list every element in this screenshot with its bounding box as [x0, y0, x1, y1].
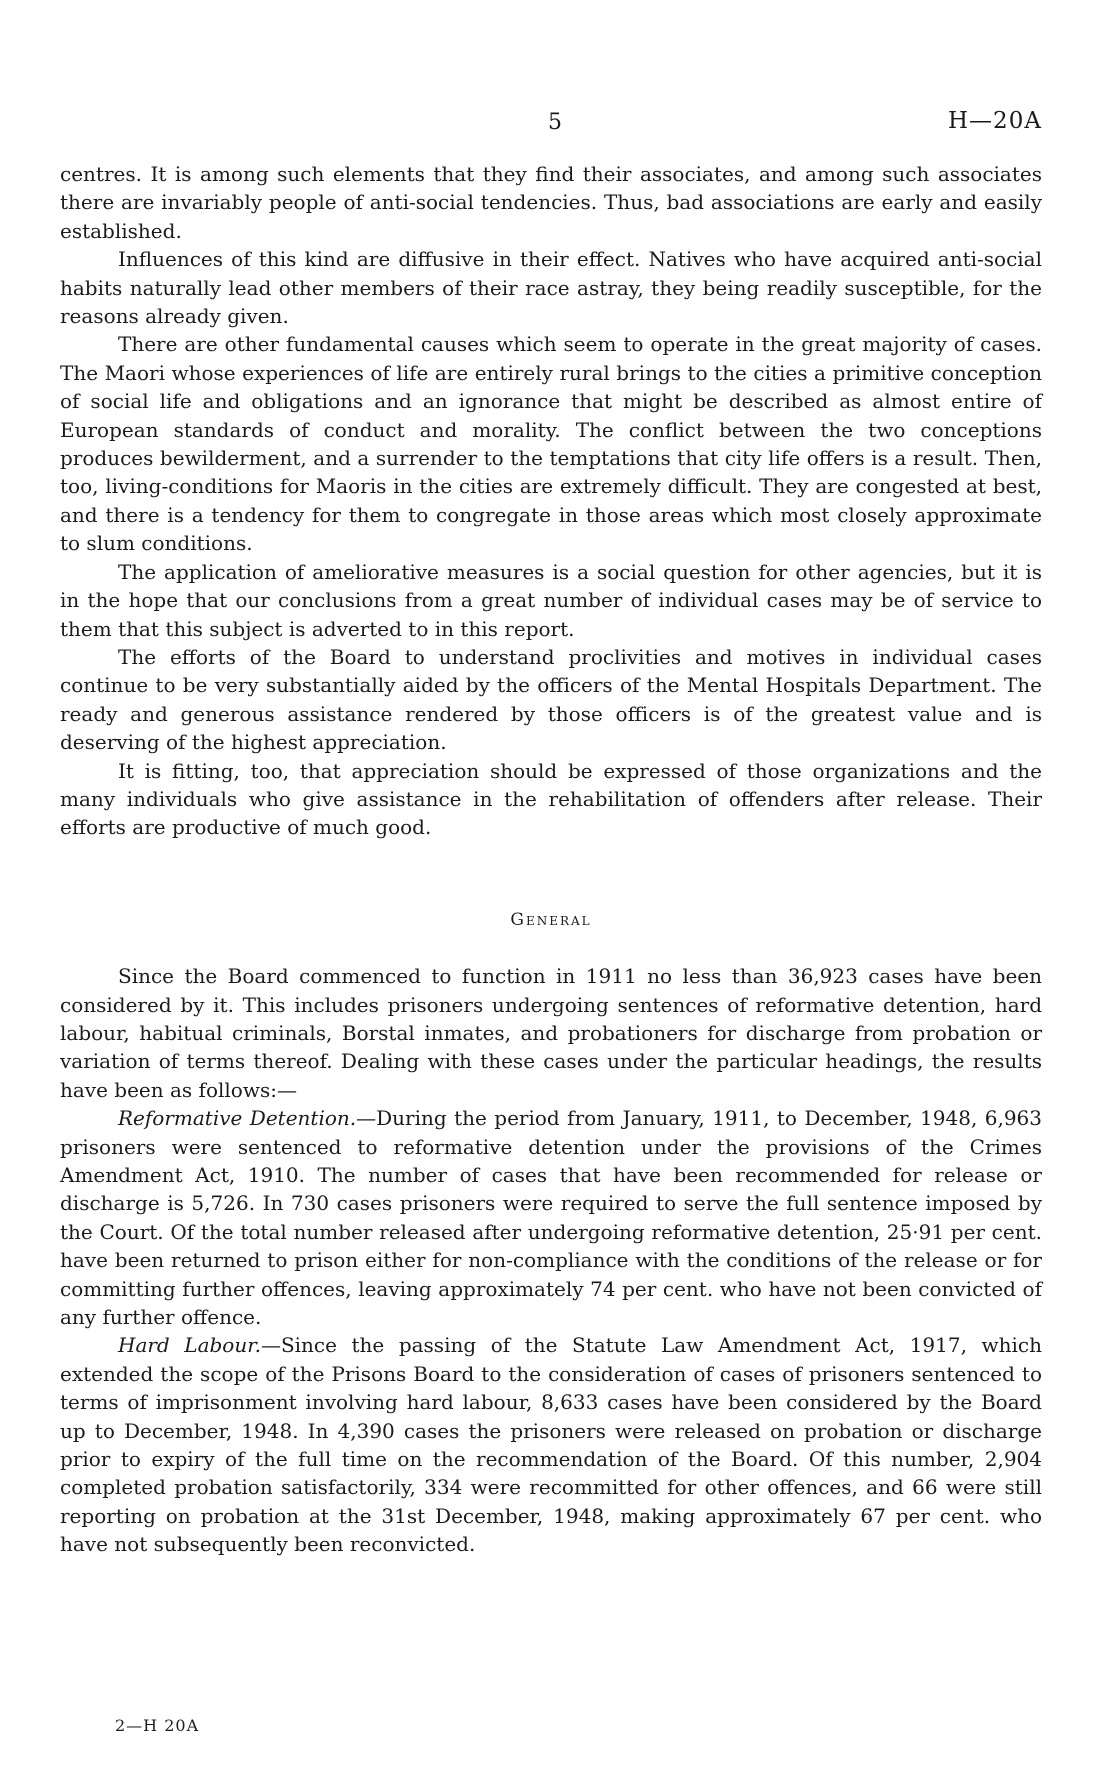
- page-number: 5: [548, 110, 563, 135]
- subheading-hard-labour: Hard Labour.: [118, 1333, 261, 1358]
- section-heading: General: [510, 909, 592, 930]
- hard-labour-text: —Since the passing of the Statute Law Amendment Act, 1917, which extended the scope of the Prisons Board to the consideration of cases of prisoners sentenced to terms of imprisonment involving hard labour, 8,633 cases have been considered by the Board up to December, 1948. In 4,390 cases the prisoners were released on probation or discharge prior to expiry of the full time on the recommendation of the Board. Of this number, 2,904 completed probation satisfactorily, 334 were recommitted for other offences, and 66 were still reporting on probation at the 31st December, 1948, making approximately 67 per cent. who have not subsequently been reconvicted.: [60, 1333, 1042, 1557]
- paragraph-hard-labour: [60, 1331, 1042, 1558]
- footer-code: 2—H 20A: [115, 1716, 200, 1735]
- paragraph-general-intro: Since the Board commenced to function in 1911 no less than 36,923 cases have been considered by it. This includes prisoners undergoing sentences of reformative detention, hard labour, habitual criminals, Borstal inmates, and probationers for discharge from probation or variation of terms thereof. Dealing with these cases under the particular headings, the results have been as follows:—: [60, 964, 1042, 1102]
- paragraph-fundamental-causes: There are other fundamental causes which seem to operate in the great majority of cases. The Maori whose experiences of life are entirely rural brings to the cities a primitive conception of social life and obligations and an ignorance that might be described as almost entire of European standards of conduct and morality. The conflict between the two conceptions produces bewilderment, and a surrender to the temptations that city life offers is a result. Then, too, living-conditions for Maoris in the cities are extremely difficult. They are congested at best, and there is a tendency for them to congregate in those areas which most closely approximate to slum conditions.: [60, 332, 1042, 556]
- paragraph-mental-hospitals: The efforts of the Board to understand proclivities and motives in individual cases continue to be very substantially aided by the officers of the Mental Hospitals Department. The ready and generous assistance rendered by those officers is of the greatest value and is deserving of the highest appreciation.: [60, 644, 1042, 755]
- paragraph-appreciation: It is fitting, too, that appreciation should be expressed of those organizations and the many individuals who give assistance in the rehabilitation of offenders after release. Their efforts are productive of much good.: [60, 758, 1042, 840]
- document-code: H—20A: [948, 108, 1042, 134]
- paragraph-reformative-detention: [60, 1104, 1042, 1331]
- reformative-detention-text: —During the period from January, 1911, to December, 1948, 6,963 prisoners were sentenced to reformative detention under the provisions of the Crimes Amendment Act, 1910. The number of cases that have been recommended for release or discharge is 5,726. In 730 cases prisoners were required to serve the full sentence imposed by the Court. Of the total number released after undergoing reformative detention, 25·91 per cent. have been returned to prison either for non-compliance with the conditions of the release or for committing further offences, leaving approximately 74 per cent. who have not been convicted of any further offence.: [60, 1106, 1042, 1330]
- body-text: [60, 160, 1042, 1559]
- paragraph-ameliorative-measures: The application of ameliorative measures is a social question for other agencies, but it is in the hope that our conclusions from a great number of individual cases may be of service to them that this subject is adverted to in this report.: [60, 559, 1042, 641]
- paragraph-continuation: centres. It is among such elements that they find their associates, and among such associates there are invariably people of anti-social tendencies. Thus, bad associations are early and easily established.: [60, 162, 1042, 243]
- subheading-reformative-detention: Reformative Detention.: [118, 1106, 357, 1131]
- paragraph-influences: Influences of this kind are diffusive in their effect. Natives who have acquired anti-social habits naturally lead other members of their race astray, they being readily susceptible, for the reasons already given.: [60, 247, 1042, 329]
